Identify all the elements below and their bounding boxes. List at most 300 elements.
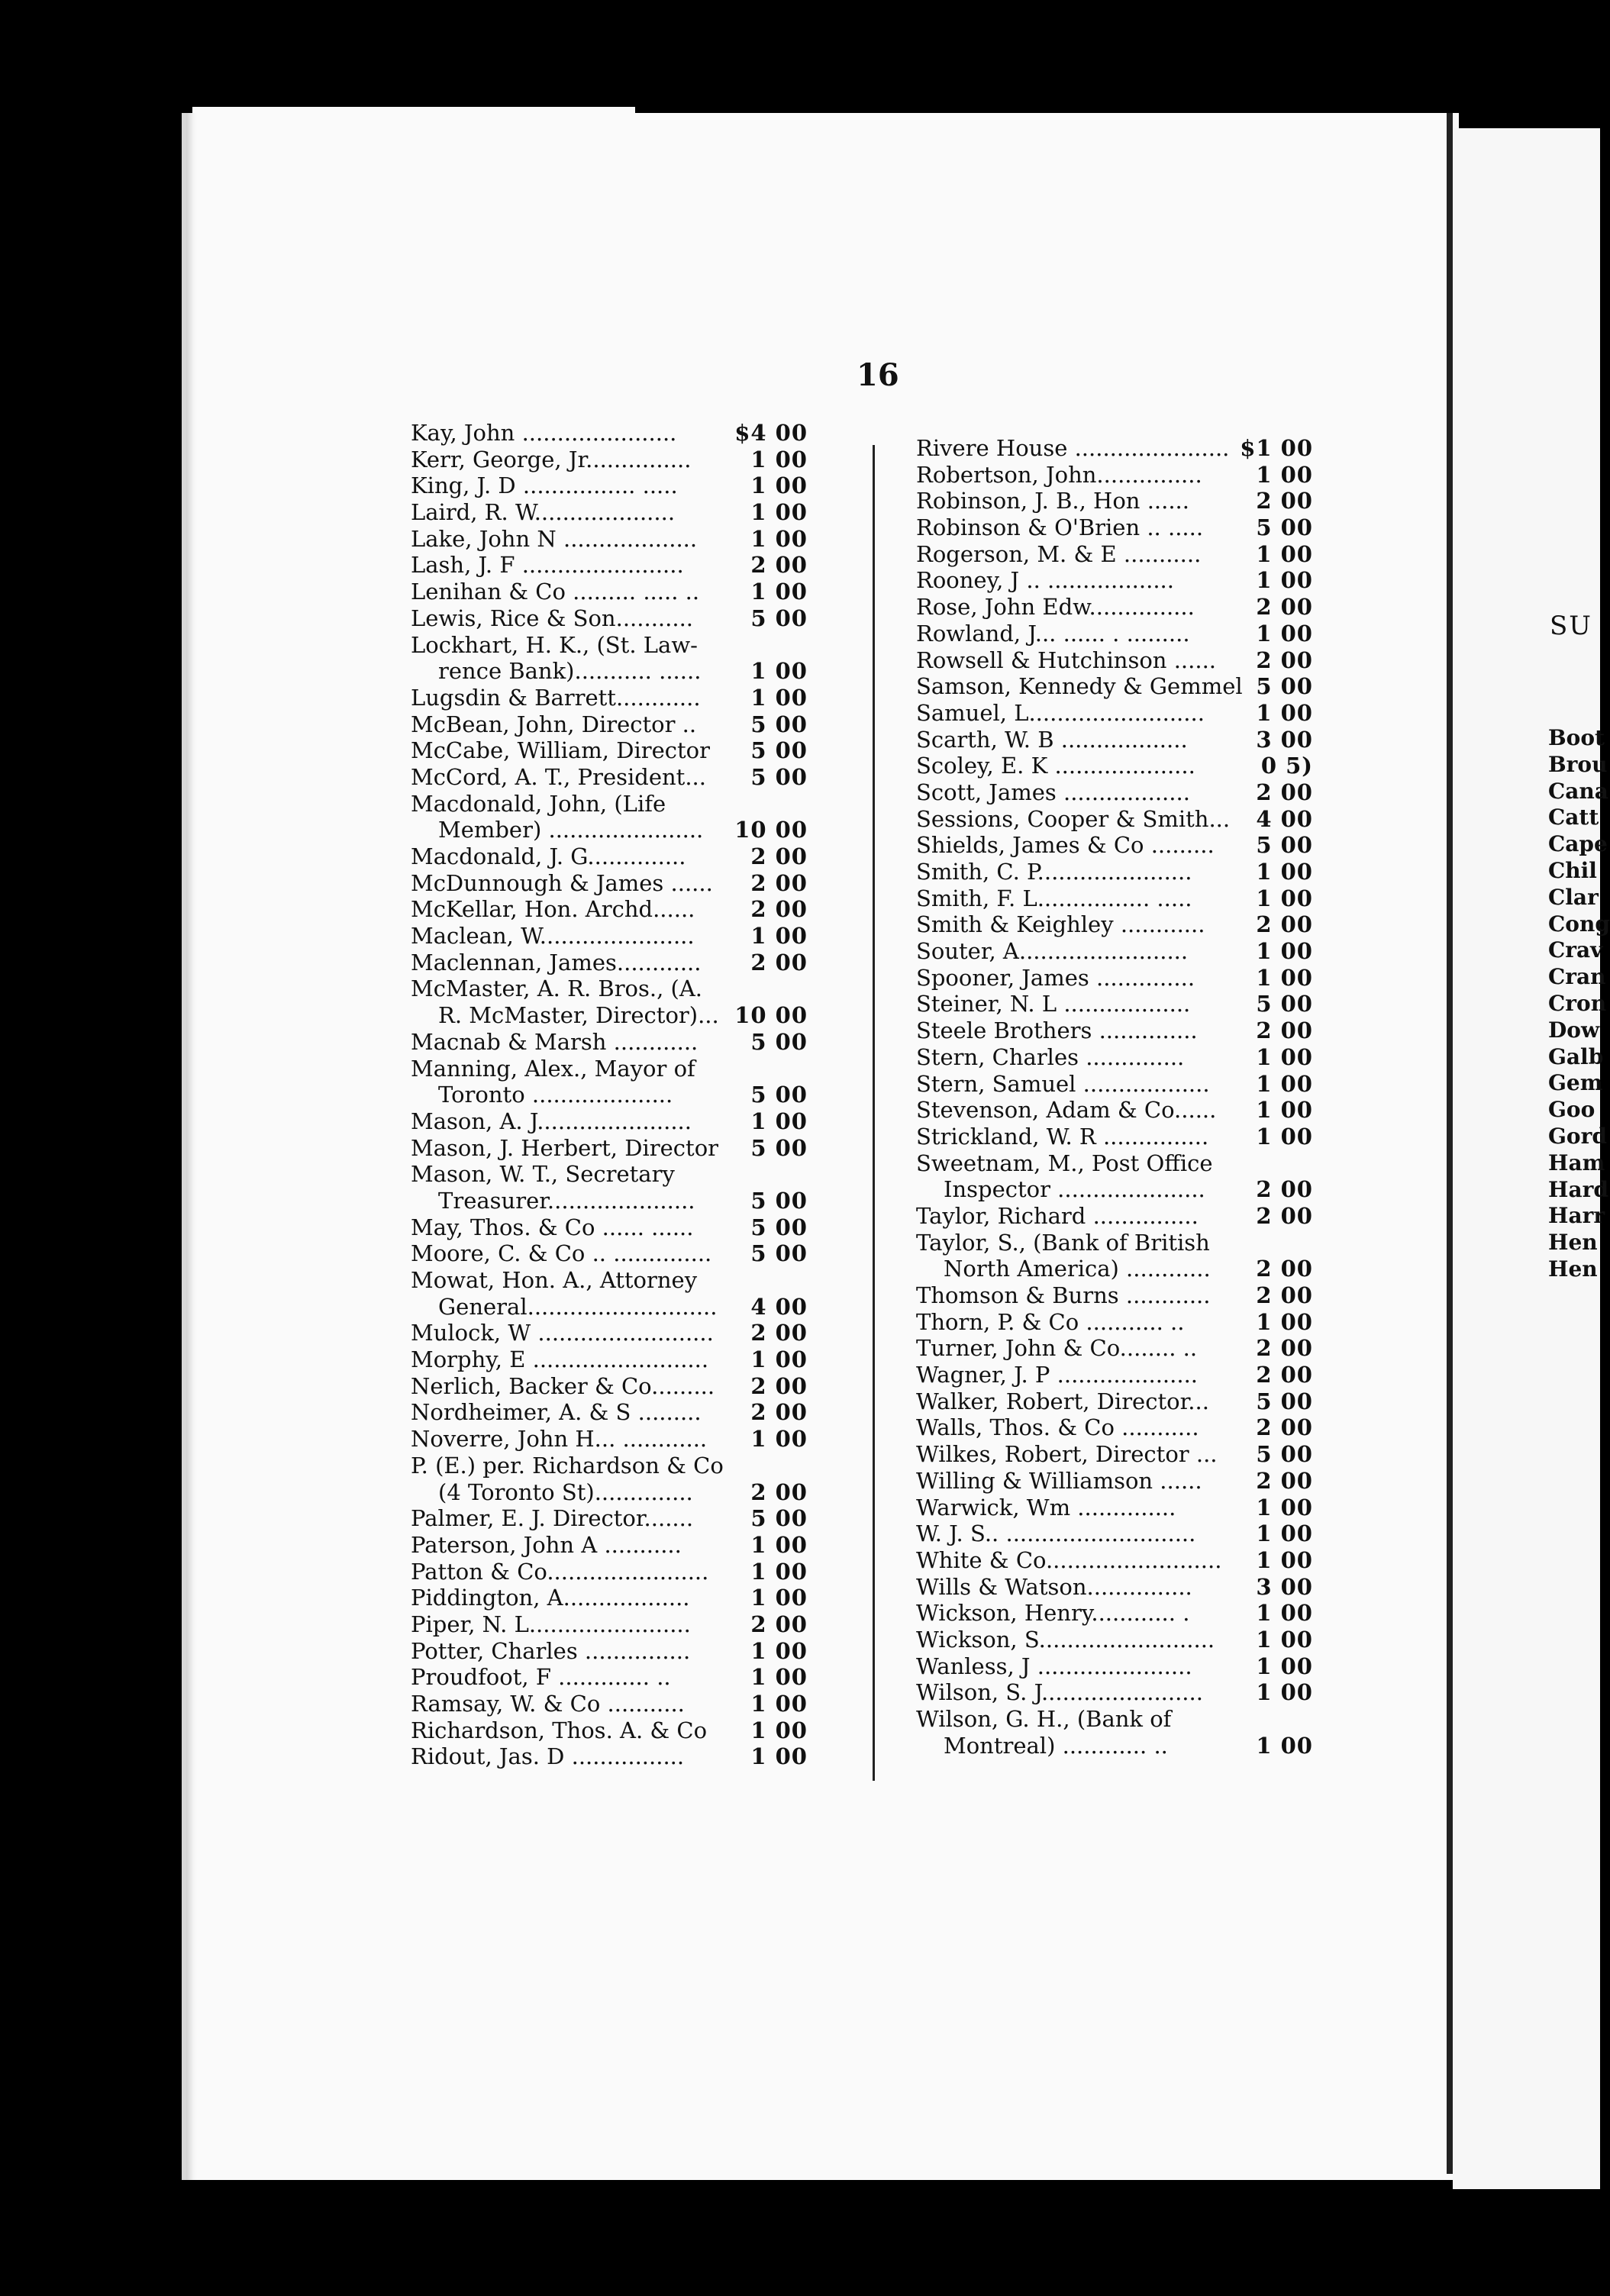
subscription-amount: 1 00	[1256, 859, 1313, 885]
subscriber-name: Rogerson, M. & E ...........	[916, 540, 1202, 567]
subscription-amount: 5 00	[750, 1214, 808, 1240]
adjacent-page-entry: Harr	[1548, 1203, 1605, 1229]
subscription-amount: 1 00	[750, 658, 808, 685]
adjacent-page-entry: Cron	[1548, 990, 1607, 1016]
subscriber-name: Taylor, Richard ...............	[916, 1202, 1199, 1229]
subscriber-name: Moore, C. & Co .. ..............	[411, 1240, 712, 1267]
subscriber-name: Wagner, J. P ....................	[916, 1362, 1198, 1388]
subscription-amount: 2 00	[1256, 1256, 1313, 1282]
subscription-amount: 10 00	[734, 817, 808, 843]
subscriber-name: Thorn, P. & Co ........... ..	[916, 1308, 1185, 1335]
subscriber-name: Lake, John N ...................	[411, 525, 698, 552]
subscriber-entry	[916, 1388, 1344, 1415]
subscriber-name-continued: Montreal) ............ ..	[944, 1732, 1168, 1759]
subscriber-name: P. (E.) per. Richardson & Co	[411, 1452, 724, 1479]
subscription-amount: 1 00	[1256, 1520, 1313, 1547]
subscriber-name: Souter, A........................	[916, 938, 1189, 965]
adjacent-page-entry: Gord	[1548, 1123, 1607, 1149]
subscriber-name: Maclennan, James............	[411, 949, 702, 975]
binding-fold	[1447, 113, 1453, 2174]
subscriber-entry	[411, 737, 838, 764]
subscriber-entry	[916, 1230, 1344, 1282]
subscriber-entry	[916, 488, 1344, 514]
subscriber-name: Mason, J. Herbert, Director	[411, 1134, 719, 1161]
subscriber-name: Ramsay, W. & Co ...........	[411, 1691, 685, 1717]
subscriber-name: Smith, C. P......................	[916, 859, 1192, 885]
subscription-amount: 3 00	[1256, 726, 1313, 753]
subscription-amount: 1 00	[750, 1426, 808, 1453]
subscriber-entry	[411, 1717, 838, 1744]
subscriber-entry	[916, 594, 1344, 621]
subscriber-name: White & Co.........................	[916, 1546, 1222, 1573]
subscriber-entry	[411, 870, 838, 897]
subscriber-name: Wills & Watson...............	[916, 1573, 1192, 1600]
adjacent-page-heading: SU	[1550, 611, 1592, 641]
subscriber-entry	[411, 499, 838, 526]
subscriber-name: Wanless, J ......................	[916, 1653, 1192, 1679]
adjacent-page-entry: Galb	[1548, 1043, 1604, 1069]
subscriber-entry	[916, 647, 1344, 674]
subscriber-entry	[411, 843, 838, 870]
subscriber-name: Scarth, W. B ..................	[916, 726, 1188, 753]
subscriber-name: Kay, John ......................	[411, 420, 677, 446]
subscriber-name: Wickson, Henry............ .	[916, 1600, 1190, 1627]
subscriber-entry	[916, 885, 1344, 912]
subscription-amount: 2 00	[1256, 1176, 1313, 1203]
subscription-amount: 1 00	[750, 923, 808, 950]
subscriber-name: McMaster, A. R. Bros., (A.	[411, 975, 703, 1002]
subscriber-name: Macnab & Marsh ............	[411, 1028, 699, 1055]
subscription-amount: 1 00	[1256, 540, 1313, 567]
subscriber-name: Spooner, James ..............	[916, 964, 1195, 991]
subscription-amount: 1 00	[1256, 885, 1313, 911]
subscriber-name: Stern, Samuel ..................	[916, 1070, 1210, 1097]
adjacent-page-entry: Cape	[1548, 831, 1608, 857]
subscriber-entry	[411, 1373, 838, 1400]
subscription-amount: 1 00	[1256, 567, 1313, 594]
subscriber-name: Willing & Williamson ......	[916, 1467, 1202, 1494]
adjacent-page-entry: Hen	[1548, 1256, 1598, 1282]
subscriber-name: Wilson, G. H., (Bank of	[916, 1706, 1172, 1732]
subscriber-entry	[411, 1135, 838, 1162]
page-number: 16	[857, 357, 899, 393]
subscriber-entry	[916, 1071, 1344, 1098]
subscriber-entry	[411, 950, 838, 976]
subscription-amount: $4 00	[734, 420, 808, 446]
column-divider	[873, 445, 875, 1781]
subscriber-name: Steiner, N. L ..................	[916, 991, 1191, 1017]
subscription-amount: 1 00	[1256, 1070, 1313, 1097]
subscription-amount: 2 00	[1256, 779, 1313, 805]
adjacent-page-entry: Boot	[1548, 725, 1605, 750]
subscriber-entry	[916, 1468, 1344, 1495]
subscriber-name: King, J. D ................ .....	[411, 472, 678, 499]
subscriber-entry	[411, 1743, 838, 1770]
subscriber-entry	[411, 1611, 838, 1638]
subscription-amount: 10 00	[734, 1002, 808, 1029]
subscriber-name: Wilson, S. J.......................	[916, 1679, 1203, 1706]
subscriber-name: Macdonald, J. G..............	[411, 843, 686, 869]
adjacent-page-entry: Ham	[1548, 1150, 1605, 1175]
subscription-amount: 5 00	[1256, 832, 1313, 859]
subscriber-name: Walker, Robert, Director...	[916, 1388, 1209, 1414]
subscription-amount: 1 00	[1256, 461, 1313, 488]
subscription-amount: 1 00	[750, 1637, 808, 1664]
subscriber-entry	[916, 541, 1344, 568]
subscriber-list-right	[916, 435, 1344, 1759]
subscriber-entry	[916, 1017, 1344, 1044]
subscription-amount: 5 00	[1256, 514, 1313, 541]
subscriber-entry	[411, 1426, 838, 1453]
adjacent-page-entry: Catt	[1548, 805, 1599, 830]
adjacent-page-entry: Cong	[1548, 911, 1610, 937]
subscriber-entry	[411, 1056, 838, 1108]
subscriber-name: Stern, Charles ..............	[916, 1043, 1185, 1070]
subscriber-name-continued: General...........................	[438, 1293, 718, 1320]
subscription-amount: 1 00	[750, 1585, 808, 1611]
subscription-amount: 1 00	[1256, 1308, 1313, 1335]
subscriber-entry	[916, 673, 1344, 700]
subscriber-name: Warwick, Wm ..............	[916, 1494, 1176, 1520]
subscriber-entry	[411, 472, 838, 499]
adjacent-page-entry: Brou	[1548, 751, 1608, 777]
subscription-amount: 1 00	[750, 1531, 808, 1558]
adjacent-page-entry: Dow	[1548, 1017, 1600, 1043]
adjacent-page-entry: Hen	[1548, 1230, 1598, 1256]
subscriber-entry	[411, 1691, 838, 1717]
subscriber-entry	[916, 1600, 1344, 1627]
subscription-amount: 5 00	[750, 763, 808, 790]
subscription-amount: 1 00	[1256, 964, 1313, 991]
subscriber-name: Robinson, J. B., Hon ......	[916, 488, 1189, 514]
subscriber-entry	[916, 435, 1344, 462]
subscription-amount: 1 00	[750, 1108, 808, 1134]
subscriber-entry	[411, 447, 838, 473]
subscription-amount: 2 00	[1256, 1017, 1313, 1044]
adjacent-page-entry: Clar	[1548, 884, 1599, 910]
subscriber-entry	[916, 1097, 1344, 1124]
subscriber-name: Richardson, Thos. A. & Co	[411, 1717, 708, 1743]
subscriber-entry	[916, 779, 1344, 806]
subscription-amount: 4 00	[750, 1293, 808, 1320]
subscriber-name: Maclean, W......................	[411, 923, 695, 950]
subscription-amount: 2 00	[1256, 1335, 1313, 1362]
subscription-amount: 1 00	[1256, 1123, 1313, 1150]
subscriber-name: Sessions, Cooper & Smith...	[916, 805, 1231, 832]
subscriber-name: McCabe, William, Director	[411, 737, 710, 764]
subscriber-entry	[916, 753, 1344, 779]
subscriber-entry	[916, 1282, 1344, 1309]
subscriber-name: Potter, Charles ...............	[411, 1637, 691, 1664]
subscriber-entry	[916, 1653, 1344, 1680]
adjacent-page-entry: Goo	[1548, 1097, 1595, 1123]
subscription-amount: 1 00	[1256, 1626, 1313, 1653]
subscriber-name: Taylor, S., (Bank of British	[916, 1229, 1210, 1256]
subscriber-entry	[411, 1585, 838, 1611]
page-top-edge	[192, 107, 635, 113]
subscriber-entry	[916, 462, 1344, 489]
subscription-amount: 5 00	[1256, 1388, 1313, 1414]
subscriber-entry	[916, 1547, 1344, 1574]
subscriber-name-continued: (4 Toronto St)..............	[438, 1479, 693, 1505]
subscriber-entry	[916, 911, 1344, 938]
subscription-amount: 5 00	[1256, 673, 1313, 700]
subscriber-entry	[916, 1706, 1344, 1759]
subscription-amount: 5 00	[750, 1082, 808, 1108]
subscriber-entry	[916, 965, 1344, 992]
subscription-amount: 2 00	[1256, 1202, 1313, 1229]
subscriber-name: Piper, N. L.......................	[411, 1611, 691, 1637]
subscriber-name: Patton & Co.......................	[411, 1558, 709, 1585]
subscriber-name: Lockhart, H. K., (St. Law-	[411, 631, 698, 658]
subscription-amount: 1 00	[1256, 1653, 1313, 1679]
subscriber-entry	[916, 1124, 1344, 1150]
subscriber-name: Robinson & O'Brien .. .....	[916, 514, 1204, 541]
subscriber-name: Palmer, E. J. Director.......	[411, 1505, 694, 1532]
subscription-amount: 1 00	[1256, 699, 1313, 726]
subscription-amount: 1 00	[750, 1664, 808, 1691]
subscription-amount: 1 00	[750, 579, 808, 605]
subscriber-entry	[411, 791, 838, 843]
subscriber-entry	[411, 579, 838, 605]
subscriber-entry	[411, 420, 838, 447]
subscriber-entry	[916, 1520, 1344, 1547]
subscriber-entry	[916, 991, 1344, 1017]
subscriber-name: Noverre, John H... ............	[411, 1426, 708, 1453]
subscriber-name: Manning, Alex., Mayor of	[411, 1055, 695, 1082]
subscription-amount: 4 00	[1256, 805, 1313, 832]
subscription-amount: 1 00	[750, 1743, 808, 1770]
subscription-amount: 2 00	[1256, 647, 1313, 673]
subscriber-name: Scoley, E. K ....................	[916, 753, 1195, 779]
adjacent-page-entry: Cran	[1548, 964, 1606, 990]
subscription-amount: 2 00	[750, 1479, 808, 1505]
subscriber-entry	[916, 1309, 1344, 1336]
subscriber-name-continued: rence Bank)........... ......	[438, 658, 702, 685]
subscriber-name: Rowsell & Hutchinson ......	[916, 647, 1217, 673]
subscriber-name: Strickland, W. R ...............	[916, 1123, 1209, 1150]
subscription-amount: 1 00	[1256, 1043, 1313, 1070]
subscriber-name: Wickson, S.........................	[916, 1626, 1215, 1653]
subscriber-entry	[916, 1362, 1344, 1388]
subscription-amount: 5 00	[1256, 1441, 1313, 1468]
subscription-amount: 5 00	[750, 1187, 808, 1214]
subscriber-name: Piddington, A..................	[411, 1585, 690, 1611]
subscriber-entry	[411, 1029, 838, 1056]
subscriber-entry	[411, 1453, 838, 1505]
subscriber-name: Rose, John Edw...............	[916, 594, 1195, 621]
subscriber-entry	[411, 1214, 838, 1241]
subscription-amount: 2 00	[750, 552, 808, 579]
subscriber-name: Turner, John & Co........ ..	[916, 1335, 1198, 1362]
subscriber-entry	[916, 1574, 1344, 1601]
adjacent-page-entry: Hard	[1548, 1176, 1608, 1202]
adjacent-page-entry: Crav	[1548, 937, 1603, 963]
subscriber-entry	[411, 685, 838, 711]
subscriber-name-continued: Member) ......................	[438, 817, 704, 843]
subscription-amount: 2 00	[750, 896, 808, 923]
subscriber-entry	[411, 1664, 838, 1691]
subscriber-entry	[916, 727, 1344, 753]
subscriber-name: Smith, F. L................ .....	[916, 885, 1192, 911]
subscriber-name: McCord, A. T., President...	[411, 763, 706, 790]
subscription-amount: 2 00	[750, 1372, 808, 1399]
subscriber-name-continued: North America) ............	[944, 1256, 1211, 1282]
subscriber-entry	[411, 896, 838, 923]
subscriber-entry	[411, 1346, 838, 1373]
subscriber-entry	[916, 1150, 1344, 1203]
subscriber-name: Sweetnam, M., Post Office	[916, 1150, 1213, 1176]
subscription-amount: 5 00	[750, 1134, 808, 1161]
subscriber-entry	[411, 975, 838, 1028]
subscriber-name: McDunnough & James ......	[411, 869, 713, 896]
subscriber-entry	[411, 1399, 838, 1426]
subscription-amount: 1 00	[1256, 1546, 1313, 1573]
subscriber-entry	[916, 700, 1344, 727]
subscriber-entry	[411, 526, 838, 553]
subscriber-name: Scott, James ..................	[916, 779, 1190, 805]
subscriber-name-continued: Toronto ....................	[438, 1082, 673, 1108]
subscriber-entry	[916, 1203, 1344, 1230]
subscriber-name: Robertson, John...............	[916, 461, 1202, 488]
subscriber-name: Lash, J. F .......................	[411, 552, 684, 579]
subscriber-entry	[916, 1495, 1344, 1521]
subscription-amount: 2 00	[1256, 1282, 1313, 1308]
subscriber-entry	[411, 1240, 838, 1267]
subscriber-entry	[411, 711, 838, 738]
subscriber-entry	[916, 1679, 1344, 1706]
subscription-amount: 0 5)	[1260, 753, 1313, 779]
subscriber-entry	[411, 1638, 838, 1665]
subscription-amount: 2 00	[750, 1611, 808, 1637]
subscriber-name: Smith & Keighley ............	[916, 911, 1205, 938]
subscriber-entry	[411, 764, 838, 791]
subscription-amount: 1 00	[750, 446, 808, 472]
subscription-amount: 5 00	[750, 737, 808, 764]
subscriber-name: Rivere House ......................	[916, 435, 1230, 461]
subscription-amount: 1 00	[750, 1346, 808, 1373]
subscriber-entry	[916, 1414, 1344, 1441]
subscriber-entry	[916, 832, 1344, 859]
subscription-amount: 1 00	[750, 684, 808, 711]
subscriber-entry	[411, 632, 838, 685]
subscription-amount: 2 00	[750, 1320, 808, 1346]
subscriber-list-left	[411, 420, 838, 1770]
subscriber-name: Lewis, Rice & Son...........	[411, 605, 694, 631]
subscriber-entry	[916, 806, 1344, 833]
subscriber-name: Lenihan & Co ......... ..... ..	[411, 579, 700, 605]
subscriber-name: Rooney, J .. ..................	[916, 567, 1174, 594]
subscriber-name: Nerlich, Backer & Co.........	[411, 1372, 715, 1399]
subscriber-name: Nordheimer, A. & S .........	[411, 1399, 702, 1426]
subscription-amount: 1 00	[1256, 1494, 1313, 1520]
subscriber-name: Mowat, Hon. A., Attorney	[411, 1267, 698, 1293]
subscriber-name: Wilkes, Robert, Director ...	[916, 1441, 1218, 1468]
subscriber-entry	[916, 1044, 1344, 1071]
subscription-amount: 1 00	[1256, 1097, 1313, 1124]
subscription-amount: 2 00	[750, 869, 808, 896]
subscriber-entry	[916, 938, 1344, 965]
subscriber-name: Stevenson, Adam & Co......	[916, 1097, 1217, 1124]
subscriber-name: Macdonald, John, (Life	[411, 790, 666, 817]
subscriber-name: Thomson & Burns ............	[916, 1282, 1211, 1308]
adjacent-page-list	[1548, 725, 1610, 1283]
subscription-amount: 5 00	[750, 1505, 808, 1532]
subscriber-name: Walls, Thos. & Co ...........	[916, 1414, 1199, 1441]
subscriber-name: McBean, John, Director ..	[411, 711, 697, 737]
subscription-amount: 1 00	[750, 1558, 808, 1585]
subscriber-name: May, Thos. & Co ...... ......	[411, 1214, 694, 1240]
subscription-amount: 1 00	[750, 472, 808, 499]
subscriber-entry	[411, 1559, 838, 1585]
subscriber-entry	[411, 605, 838, 632]
subscription-amount: 1 00	[1256, 938, 1313, 965]
subscriber-name: Mulock, W .........................	[411, 1320, 714, 1346]
subscription-amount: $1 00	[1240, 435, 1313, 461]
subscriber-entry	[916, 859, 1344, 885]
subscriber-entry	[916, 567, 1344, 594]
subscriber-name: McKellar, Hon. Archd......	[411, 896, 695, 923]
subscription-amount: 1 00	[750, 499, 808, 526]
subscriber-entry	[411, 1532, 838, 1559]
adjacent-page-entry: Chil	[1548, 857, 1597, 883]
subscription-amount: 1 00	[1256, 620, 1313, 647]
subscriber-entry	[916, 514, 1344, 541]
subscription-amount: 5 00	[750, 711, 808, 737]
subscriber-name: Proudfoot, F ............. ..	[411, 1664, 671, 1691]
subscriber-name: Lugsdin & Barrett............	[411, 684, 701, 711]
subscription-amount: 1 00	[1256, 1732, 1313, 1759]
subscriber-name-continued: Inspector .....................	[944, 1176, 1205, 1203]
subscriber-name: Samson, Kennedy & Gemmel	[916, 673, 1243, 700]
subscriber-name: Mason, W. T., Secretary	[411, 1161, 675, 1188]
subscriber-name: Rowland, J... ...... . .........	[916, 620, 1190, 647]
subscriber-name: W. J. S.. ...........................	[916, 1520, 1196, 1547]
subscriber-name-continued: Treasurer.....................	[438, 1187, 695, 1214]
subscriber-name: Paterson, John A ...........	[411, 1531, 682, 1558]
subscriber-entry	[411, 923, 838, 950]
subscriber-entry	[916, 1627, 1344, 1653]
subscription-amount: 2 00	[750, 949, 808, 975]
subscription-amount: 2 00	[1256, 1467, 1313, 1494]
subscriber-name-continued: R. McMaster, Director)...	[438, 1002, 719, 1029]
subscriber-name: Kerr, George, Jr...............	[411, 446, 692, 472]
subscription-amount: 1 00	[1256, 1600, 1313, 1627]
subscription-amount: 2 00	[1256, 594, 1313, 621]
subscriber-name: Mason, A. J......................	[411, 1108, 692, 1134]
subscriber-name: Laird, R. W....................	[411, 499, 676, 526]
subscription-amount: 1 00	[1256, 1679, 1313, 1706]
subscriber-entry	[411, 1320, 838, 1346]
subscriber-entry	[916, 621, 1344, 647]
subscription-amount: 5 00	[750, 1028, 808, 1055]
subscription-amount: 2 00	[1256, 1414, 1313, 1441]
subscription-amount: 1 00	[750, 1717, 808, 1743]
subscription-amount: 2 00	[750, 843, 808, 869]
subscription-amount: 5 00	[1256, 991, 1313, 1017]
subscriber-entry	[411, 1161, 838, 1214]
subscriber-entry	[411, 1505, 838, 1532]
subscriber-entry	[916, 1335, 1344, 1362]
subscriber-entry	[411, 1267, 838, 1320]
adjacent-page-entry: Cana	[1548, 778, 1608, 804]
subscriber-entry	[411, 552, 838, 579]
subscription-amount: 2 00	[1256, 1362, 1313, 1388]
subscription-amount: 3 00	[1256, 1573, 1313, 1600]
subscriber-entry	[411, 1108, 838, 1135]
subscription-amount: 1 00	[750, 525, 808, 552]
subscriber-name: Morphy, E .........................	[411, 1346, 709, 1373]
